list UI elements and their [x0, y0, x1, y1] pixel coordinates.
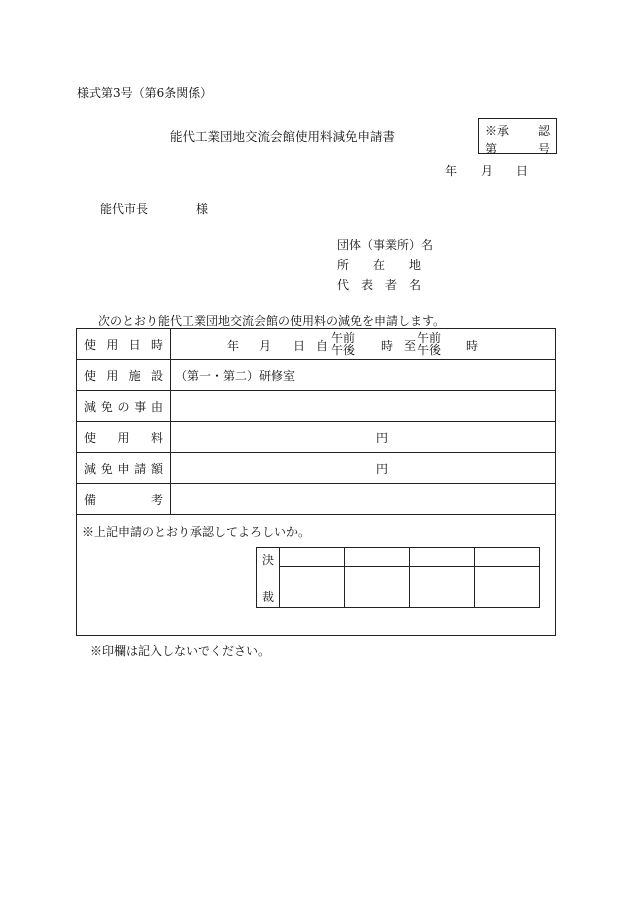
table-row	[77, 329, 556, 360]
date-day: 日	[516, 164, 529, 178]
approval-label: 認	[537, 124, 550, 138]
reason-field[interactable]	[171, 391, 556, 422]
to-char: 至	[404, 339, 417, 353]
hour-char: 時	[381, 339, 394, 353]
am-option[interactable]: 午前	[417, 331, 442, 345]
fee-field[interactable]	[171, 422, 556, 453]
stamp-header-cell[interactable]	[280, 548, 345, 567]
addressee-honorific: 様	[196, 202, 209, 216]
month-char: 月	[259, 339, 272, 353]
date-month: 月	[481, 164, 494, 178]
table-row	[77, 484, 556, 515]
usage-datetime-field[interactable]	[171, 329, 556, 360]
approval-note: ※上記申請のとおり承認してよろしいか。	[82, 525, 311, 539]
remarks-label: 備 考	[77, 484, 171, 515]
stamp-cell[interactable]	[345, 567, 410, 608]
reduction-unit: 円	[376, 461, 389, 476]
stamp-cell[interactable]	[280, 567, 345, 608]
pm-option[interactable]: 午後	[417, 343, 442, 357]
date-year: 年	[445, 164, 458, 178]
applicant-address-label: 所 在 地	[337, 258, 421, 272]
remarks-field[interactable]	[171, 484, 556, 515]
year-char: 年	[227, 339, 240, 353]
table-row	[77, 422, 556, 453]
stamp-header-cell[interactable]	[345, 548, 410, 567]
table-row	[77, 453, 556, 484]
stamp-header-cell[interactable]	[475, 548, 540, 567]
decision-label: 決 裁	[257, 548, 280, 608]
reduction-label: 減 免 申 請 額	[77, 453, 171, 484]
table-row	[77, 360, 556, 391]
am-pm-selector-end[interactable]	[417, 332, 441, 356]
stamp-header-cell[interactable]	[410, 548, 475, 567]
from-char: 自	[316, 339, 329, 353]
day-char: 日	[293, 339, 306, 353]
approval-label: ※承	[485, 124, 510, 138]
facility-field[interactable]	[171, 360, 556, 391]
stamp-cell[interactable]	[410, 567, 475, 608]
footer-note: ※印欄は記入しないでください。	[90, 644, 271, 658]
facility-value: （第一・第二）研修室	[175, 368, 296, 383]
applicant-org-label: 団体（事業所）名	[337, 238, 434, 252]
am-option[interactable]: 午前	[331, 331, 356, 345]
approval-label: 号	[537, 142, 550, 156]
form-title: 能代工業団地交流会館使用料減免申請書	[170, 129, 396, 144]
facility-label: 使 用 施 設	[77, 360, 171, 391]
usage-datetime-label: 使 用 日 時	[77, 329, 171, 360]
approval-label: 第	[485, 142, 498, 156]
approval-number-box	[478, 118, 557, 154]
table-row	[77, 391, 556, 422]
intro-text: 次のとおり能代工業団地交流会館の使用料の減免を申請します。	[98, 314, 446, 328]
applicant-rep-label: 代 表 者 名	[337, 278, 421, 292]
addressee-name: 能代市長	[100, 202, 149, 216]
stamp-cell[interactable]	[475, 567, 540, 608]
hour-char: 時	[466, 339, 479, 353]
reason-label: 減 免 の 事 由	[77, 391, 171, 422]
pm-option[interactable]: 午後	[331, 343, 356, 357]
am-pm-selector-start[interactable]	[331, 332, 355, 356]
form-number: 様式第3号（第6条関係）	[77, 86, 213, 100]
reduction-field[interactable]	[171, 453, 556, 484]
decision-stamp-grid	[256, 547, 540, 608]
fee-unit: 円	[376, 430, 389, 445]
fee-label: 使 用 料	[77, 422, 171, 453]
